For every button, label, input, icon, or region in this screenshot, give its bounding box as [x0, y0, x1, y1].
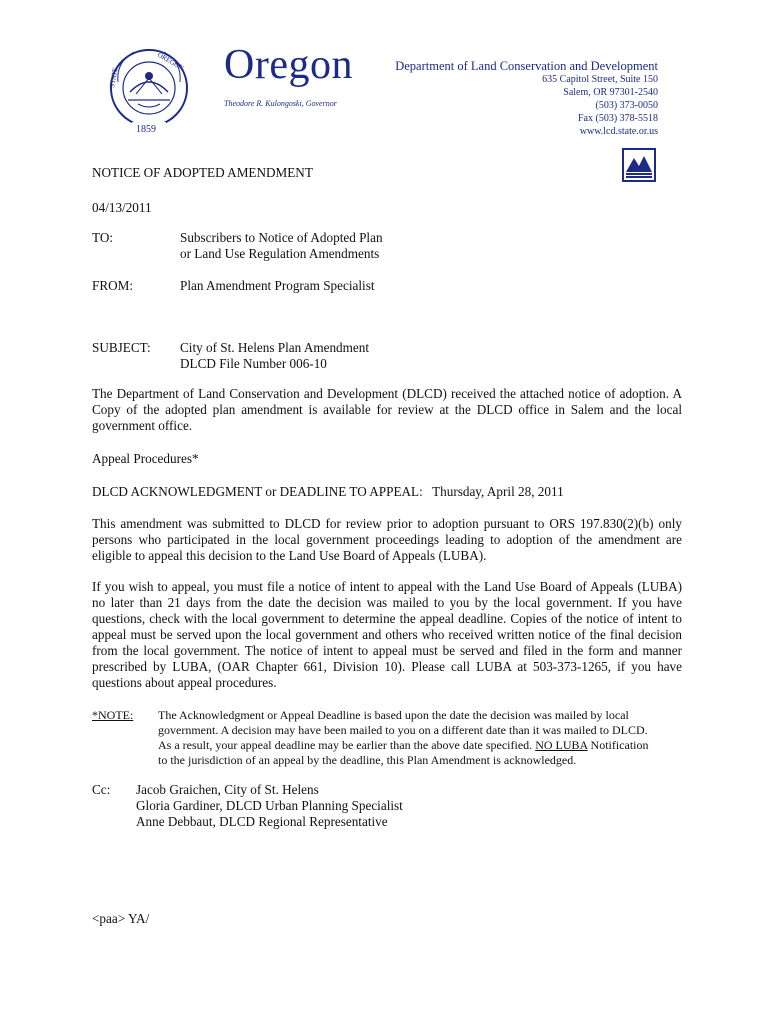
note-text: The Acknowledgment or Appeal Deadline is based upon the date the decision was mailed by local government. A decision may have been mailed to you on a different date than it was mailed to DLCD. As a result, your appeal deadline may be earlier than the above date specified. NO LUBA Notification to the jurisdiction of an appeal by the deadline, this Plan Amendment is acknowledged. — [158, 708, 649, 767]
svg-text:STATE: STATE — [108, 66, 120, 89]
department-name: Department of Land Conservation and Development — [395, 59, 658, 73]
submitted-paragraph: This amendment was submitted to DLCD for review prior to adoption pursuant to ORS 197.830(2)(b) only persons who participated in the local government proceedings leading to adoption of the amendment are eligible to appeal this decision to the Land Use Board of Appeals (LUBA). — [92, 516, 682, 563]
letterhead-state-name: Oregon — [224, 42, 353, 88]
letterhead-governor: Theodore R. Kulongoski, Governor — [224, 99, 337, 108]
cc-label: Cc: — [92, 782, 111, 797]
footer-initials: <paa> YA/ — [92, 911, 150, 926]
subject-block — [0, 340, 770, 372]
phone-number: (503) 373-0050 — [595, 100, 658, 111]
intro-paragraph: The Department of Land Conservation and Development (DLCD) received the attached notice of adoption. A Copy of the adopted plan amendment is available for review at the DLCD office in Salem and the local government office. — [92, 386, 682, 433]
cc-list — [136, 782, 403, 830]
from-value: Plan Amendment Program Specialist — [180, 278, 375, 293]
address-line-1: 635 Capitol Street, Suite 150 — [542, 74, 658, 85]
subject-line-2: DLCD File Number 006-10 — [180, 356, 327, 371]
appeal-heading: Appeal Procedures* — [92, 451, 199, 466]
deadline-value: Thursday, April 28, 2011 — [432, 484, 564, 499]
notice-title: NOTICE OF ADOPTED AMENDMENT — [92, 165, 313, 180]
cc-recipient-1: Jacob Graichen, City of St. Helens — [136, 782, 319, 797]
from-label: FROM: — [92, 278, 134, 293]
deadline-label: DLCD ACKNOWLEDGMENT or DEADLINE TO APPEAL: — [92, 484, 423, 499]
from-block — [0, 278, 770, 294]
to-label: TO: — [92, 230, 114, 245]
to-line-2: or Land Use Regulation Amendments — [180, 246, 380, 261]
svg-text:OREGON: OREGON — [156, 50, 186, 73]
state-seal-icon — [108, 42, 190, 136]
website: www.lcd.state.or.us — [579, 126, 658, 137]
subject-line-1: City of St. Helens Plan Amendment — [180, 340, 370, 355]
cc-recipient-2: Gloria Gardiner, DLCD Urban Planning Specialist — [136, 798, 403, 813]
appeal-paragraph: If you wish to appeal, you must file a notice of intent to appeal with the Land Use Board of Appeals (LUBA) no later than 21 days from the date the decision was mailed to you by the local government. If you have questions, check with the local government to determine the appeal deadline. Copies of the notice of intent to appeal must be served upon the local government and others who received written notice of the final decision from the local government. The notice of intent to appeal must be served and filed in the form and manner prescribed by LUBA, (OAR Chapter 661, Division 10). Please call LUBA at 503-373-1265, if you have questions about appeal procedures. — [92, 579, 682, 690]
fax-number: Fax (503) 378-5518 — [578, 113, 658, 124]
note-label: *NOTE: — [92, 708, 134, 722]
deadline-line — [92, 484, 564, 500]
to-line-1: Subscribers to Notice of Adopted Plan — [180, 230, 383, 245]
dlcd-logo-icon — [622, 148, 656, 182]
cc-recipient-3: Anne Debbaut, DLCD Regional Representative — [136, 814, 388, 829]
notice-date: 04/13/2011 — [92, 200, 152, 215]
no-luba-text: NO LUBA — [535, 738, 588, 752]
seal-year: 1859 — [136, 124, 156, 135]
subject-label: SUBJECT: — [92, 340, 151, 355]
department-address-block — [395, 60, 658, 138]
to-block — [0, 230, 770, 262]
address-line-2: Salem, OR 97301-2540 — [563, 87, 658, 98]
